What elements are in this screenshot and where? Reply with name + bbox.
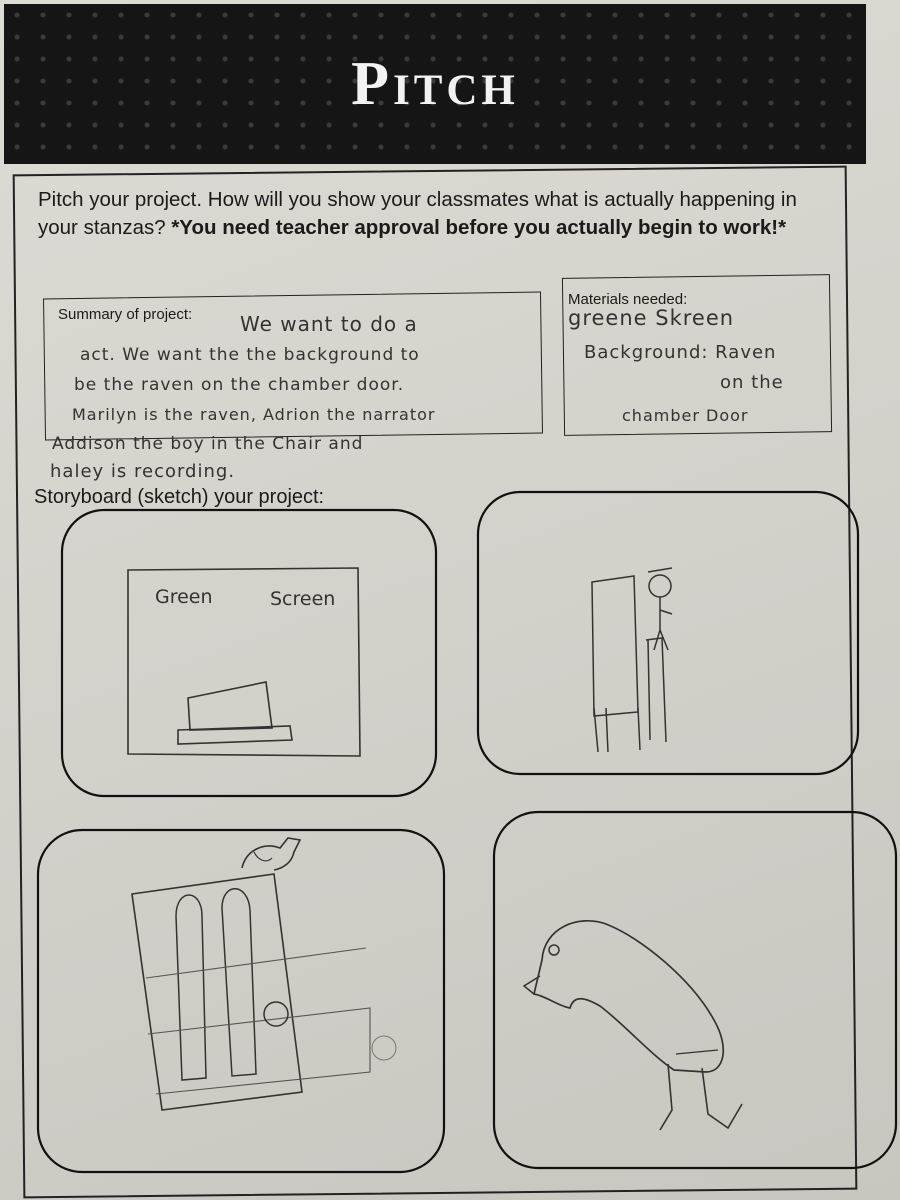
storyboard-label: Storyboard (sketch) your project:	[34, 486, 325, 508]
summary-line: Addison the boy in the Chair and	[52, 434, 364, 454]
materials-line: chamber Door	[622, 406, 749, 425]
panel-2-sketch	[476, 490, 860, 776]
page-title: Pitch	[351, 49, 519, 118]
panel-4-sketch	[492, 810, 898, 1170]
materials-line: on the	[720, 372, 784, 393]
summary-line: haley is recording.	[50, 461, 236, 482]
panel-caption: Green	[155, 586, 213, 608]
instructions	[38, 186, 828, 242]
storyboard-panel-2	[476, 490, 860, 776]
materials-label: Materials needed:	[568, 291, 688, 308]
panel-3-sketch	[36, 828, 446, 1174]
materials-line: greene Skreen	[568, 306, 735, 330]
materials-line: Background: Raven	[584, 342, 777, 363]
summary-line: act. We want the the background to	[80, 345, 420, 365]
storyboard-panel-1	[60, 508, 438, 798]
summary-line: We want to do a	[240, 312, 418, 336]
instructions-lead: Pitch your project.	[38, 188, 203, 211]
summary-label: Summary of project:	[58, 306, 193, 323]
storyboard-panel-3	[36, 828, 446, 1174]
summary-line: Marilyn is the raven, Adrion the narrator	[72, 405, 436, 424]
instructions-question: How will you show your classmates what is actually happening in your stanzas?	[38, 188, 797, 239]
panel-1-sketch	[60, 508, 438, 798]
storyboard-panel-4	[492, 810, 898, 1170]
panel-caption: Screen	[270, 588, 336, 610]
header-banner	[4, 4, 866, 164]
summary-line: be the raven on the chamber door.	[74, 375, 405, 395]
approval-note: *You need teacher approval before you actually begin to work!*	[171, 216, 787, 239]
